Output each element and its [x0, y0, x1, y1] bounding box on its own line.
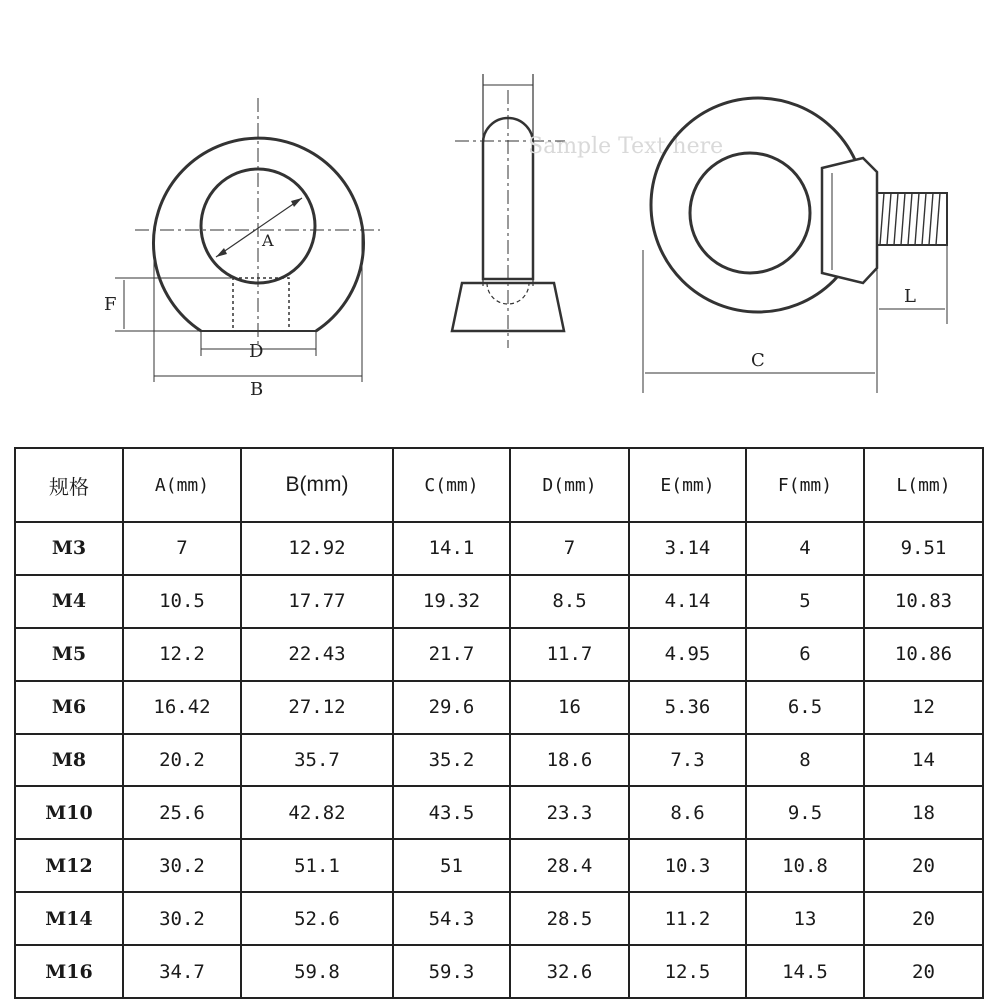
cell-a: 25.6 [123, 786, 241, 839]
header-c: C(mm) [393, 448, 510, 522]
cell-d: 11.7 [510, 628, 629, 681]
cell-b: 52.6 [241, 892, 393, 945]
cell-l: 12 [864, 681, 983, 734]
cell-a: 20.2 [123, 734, 241, 787]
cell-l: 10.83 [864, 575, 983, 628]
cell-size: M6 [15, 681, 123, 734]
cell-size: M16 [15, 945, 123, 998]
front-label-a: A [262, 231, 274, 250]
cell-size: M14 [15, 892, 123, 945]
cell-c: 43.5 [393, 786, 510, 839]
cell-a: 10.5 [123, 575, 241, 628]
cell-e: 12.5 [629, 945, 746, 998]
cell-f: 10.8 [746, 839, 864, 892]
front-dim-a-arrow-2 [291, 198, 302, 207]
cell-c: 35.2 [393, 734, 510, 787]
cell-c: 54.3 [393, 892, 510, 945]
table-row [15, 628, 983, 681]
cell-c: 21.7 [393, 628, 510, 681]
cell-e: 3.14 [629, 522, 746, 575]
cell-e: 11.2 [629, 892, 746, 945]
header-spec: 规格 [15, 448, 123, 522]
cell-size: M10 [15, 786, 123, 839]
cell-size: M4 [15, 575, 123, 628]
bolt-collar [822, 158, 877, 283]
cell-b: 17.77 [241, 575, 393, 628]
front-dim-a-arrow-1 [216, 248, 227, 257]
cell-b: 59.8 [241, 945, 393, 998]
table-row [15, 681, 983, 734]
cell-f: 5 [746, 575, 864, 628]
cell-a: 16.42 [123, 681, 241, 734]
cell-f: 6.5 [746, 681, 864, 734]
cell-l: 9.51 [864, 522, 983, 575]
cell-a: 34.7 [123, 945, 241, 998]
header-l: L(mm) [864, 448, 983, 522]
cell-b: 51.1 [241, 839, 393, 892]
side-watermark: Sample Text here [528, 134, 724, 159]
cell-d: 16 [510, 681, 629, 734]
cell-f: 9.5 [746, 786, 864, 839]
cell-e: 5.36 [629, 681, 746, 734]
cell-b: 42.82 [241, 786, 393, 839]
front-thread-bore [233, 278, 289, 331]
cell-l: 18 [864, 786, 983, 839]
cell-d: 32.6 [510, 945, 629, 998]
cell-d: 18.6 [510, 734, 629, 787]
front-view [115, 98, 380, 382]
cell-c: 59.3 [393, 945, 510, 998]
table-row [15, 892, 983, 945]
cell-c: 51 [393, 839, 510, 892]
cell-b: 35.7 [241, 734, 393, 787]
cell-l: 20 [864, 892, 983, 945]
cell-l: 10.86 [864, 628, 983, 681]
cell-l: 20 [864, 945, 983, 998]
cell-size: M5 [15, 628, 123, 681]
bolt-ring-inner [690, 153, 810, 273]
bolt-label-l: L [904, 286, 916, 307]
table-row [15, 575, 983, 628]
cell-e: 4.95 [629, 628, 746, 681]
cell-f: 14.5 [746, 945, 864, 998]
header-b: B(mm) [241, 448, 393, 522]
front-label-f: F [104, 294, 117, 315]
cell-l: 14 [864, 734, 983, 787]
cell-c: 19.32 [393, 575, 510, 628]
table-row [15, 734, 983, 787]
bolt-thread-lines [880, 193, 940, 245]
front-label-b: B [250, 379, 264, 400]
cell-e: 10.3 [629, 839, 746, 892]
cell-f: 8 [746, 734, 864, 787]
table-body [15, 522, 983, 998]
cell-b: 22.43 [241, 628, 393, 681]
cell-f: 6 [746, 628, 864, 681]
front-label-d: D [249, 341, 264, 362]
cell-size: M12 [15, 839, 123, 892]
header-a: A(mm) [123, 448, 241, 522]
bolt-label-c: C [751, 350, 765, 371]
header-f: F(mm) [746, 448, 864, 522]
cell-e: 4.14 [629, 575, 746, 628]
header-e: E(mm) [629, 448, 746, 522]
table-row [15, 945, 983, 998]
cell-a: 30.2 [123, 892, 241, 945]
cell-d: 8.5 [510, 575, 629, 628]
cell-size: M3 [15, 522, 123, 575]
table-row [15, 786, 983, 839]
header-d: D(mm) [510, 448, 629, 522]
cell-f: 13 [746, 892, 864, 945]
cell-d: 7 [510, 522, 629, 575]
cell-e: 8.6 [629, 786, 746, 839]
cell-f: 4 [746, 522, 864, 575]
cell-a: 7 [123, 522, 241, 575]
technical-drawing [0, 0, 1000, 440]
cell-a: 12.2 [123, 628, 241, 681]
cell-a: 30.2 [123, 839, 241, 892]
table-header-row [15, 448, 983, 522]
cell-l: 20 [864, 839, 983, 892]
cell-b: 12.92 [241, 522, 393, 575]
front-dim-a-line [216, 198, 302, 257]
cell-c: 29.6 [393, 681, 510, 734]
cell-c: 14.1 [393, 522, 510, 575]
side-view [452, 74, 565, 348]
cell-size: M8 [15, 734, 123, 787]
cell-d: 28.4 [510, 839, 629, 892]
cell-d: 28.5 [510, 892, 629, 945]
table-row [15, 839, 983, 892]
cell-d: 23.3 [510, 786, 629, 839]
table-row [15, 522, 983, 575]
cell-e: 7.3 [629, 734, 746, 787]
cell-b: 27.12 [241, 681, 393, 734]
spec-table [14, 447, 984, 999]
